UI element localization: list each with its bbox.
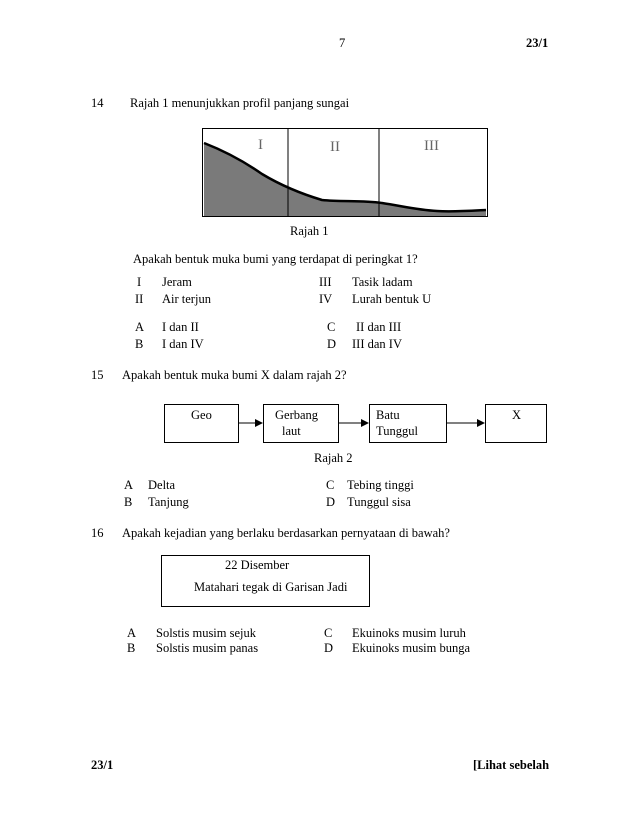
q16-option-text[interactable]: Ekuinoks musim bunga <box>352 641 471 655</box>
q14-item-text: Lurah bentuk U <box>352 292 432 306</box>
q16-number: 16 <box>91 526 104 540</box>
q16-stem: Apakah kejadian yang berlaku berdasarkan pernyataan di bawah? <box>122 526 450 540</box>
stage-label-1: I <box>258 137 263 153</box>
q15-option-text[interactable]: Tebing tinggi <box>347 478 414 492</box>
q14-item-text: Tasik ladam <box>352 275 413 289</box>
q14-item-num: II <box>135 292 144 306</box>
q14-option-letter[interactable]: B <box>135 337 144 351</box>
flow-text-x: X <box>512 408 522 422</box>
flow-text-tunggul: Tunggul <box>376 424 418 438</box>
q16-option-letter[interactable]: B <box>127 641 136 655</box>
flow-text-laut: laut <box>282 424 301 438</box>
q14-item-num: IV <box>319 292 333 306</box>
statement-box <box>161 555 370 607</box>
q15-option-letter[interactable]: D <box>326 495 336 509</box>
q16-option-text[interactable]: Solstis musim panas <box>156 641 259 655</box>
q15-option-text[interactable]: Tunggul sisa <box>347 495 411 509</box>
q14-option-text[interactable]: II dan III <box>356 320 402 334</box>
next-page-note: [Lihat sebelah <box>473 758 550 772</box>
q14-option-letter[interactable]: A <box>135 320 145 334</box>
q15-number: 15 <box>91 368 104 382</box>
paper-code-footer: 23/1 <box>91 758 114 772</box>
q16-option-letter[interactable]: C <box>324 626 333 640</box>
q14-stem: Rajah 1 menunjukkan profil panjang sungai <box>130 96 350 110</box>
q15-option-text[interactable]: Tanjung <box>148 495 189 509</box>
q15-option-letter[interactable]: A <box>124 478 134 492</box>
q15-caption: Rajah 2 <box>314 451 353 465</box>
q14-question: Apakah bentuk muka bumi yang terdapat di peringkat 1? <box>133 252 418 266</box>
stage-label-3: III <box>424 138 439 154</box>
q14-option-text[interactable]: I dan IV <box>162 337 204 351</box>
q15-option-letter[interactable]: C <box>326 478 335 492</box>
flow-text-gerbang: Gerbang <box>275 408 319 422</box>
q16-option-text[interactable]: Ekuinoks musim luruh <box>352 626 466 640</box>
q14-item-text: Jeram <box>162 275 192 289</box>
q14-caption: Rajah 1 <box>290 224 329 238</box>
q14-option-text[interactable]: I dan II <box>162 320 199 334</box>
stage-label-2: II <box>330 139 340 155</box>
q14-item-num: III <box>319 275 332 289</box>
q14-option-text[interactable]: III dan IV <box>352 337 402 351</box>
q14-option-letter[interactable]: C <box>327 320 336 334</box>
q14-item-num: I <box>137 275 142 289</box>
q15-option-text[interactable]: Delta <box>148 478 176 492</box>
q14-option-letter[interactable]: D <box>327 337 337 351</box>
q15-option-letter[interactable]: B <box>124 495 133 509</box>
page-number: 7 <box>339 36 346 50</box>
flow-text-batu: Batu <box>376 408 400 422</box>
q16-option-text[interactable]: Solstis musim sejuk <box>156 626 257 640</box>
q14-number: 14 <box>91 96 104 110</box>
q14-item-text: Air terjun <box>162 292 211 306</box>
statement-text: Matahari tegak di Garisan Jadi <box>194 580 348 594</box>
statement-date: 22 Disember <box>225 558 290 572</box>
q16-option-letter[interactable]: A <box>127 626 137 640</box>
paper-code-header: 23/1 <box>526 36 549 50</box>
flow-text-geo: Geo <box>191 408 212 422</box>
q15-stem: Apakah bentuk muka bumi X dalam rajah 2? <box>122 368 347 382</box>
q16-option-letter[interactable]: D <box>324 641 334 655</box>
